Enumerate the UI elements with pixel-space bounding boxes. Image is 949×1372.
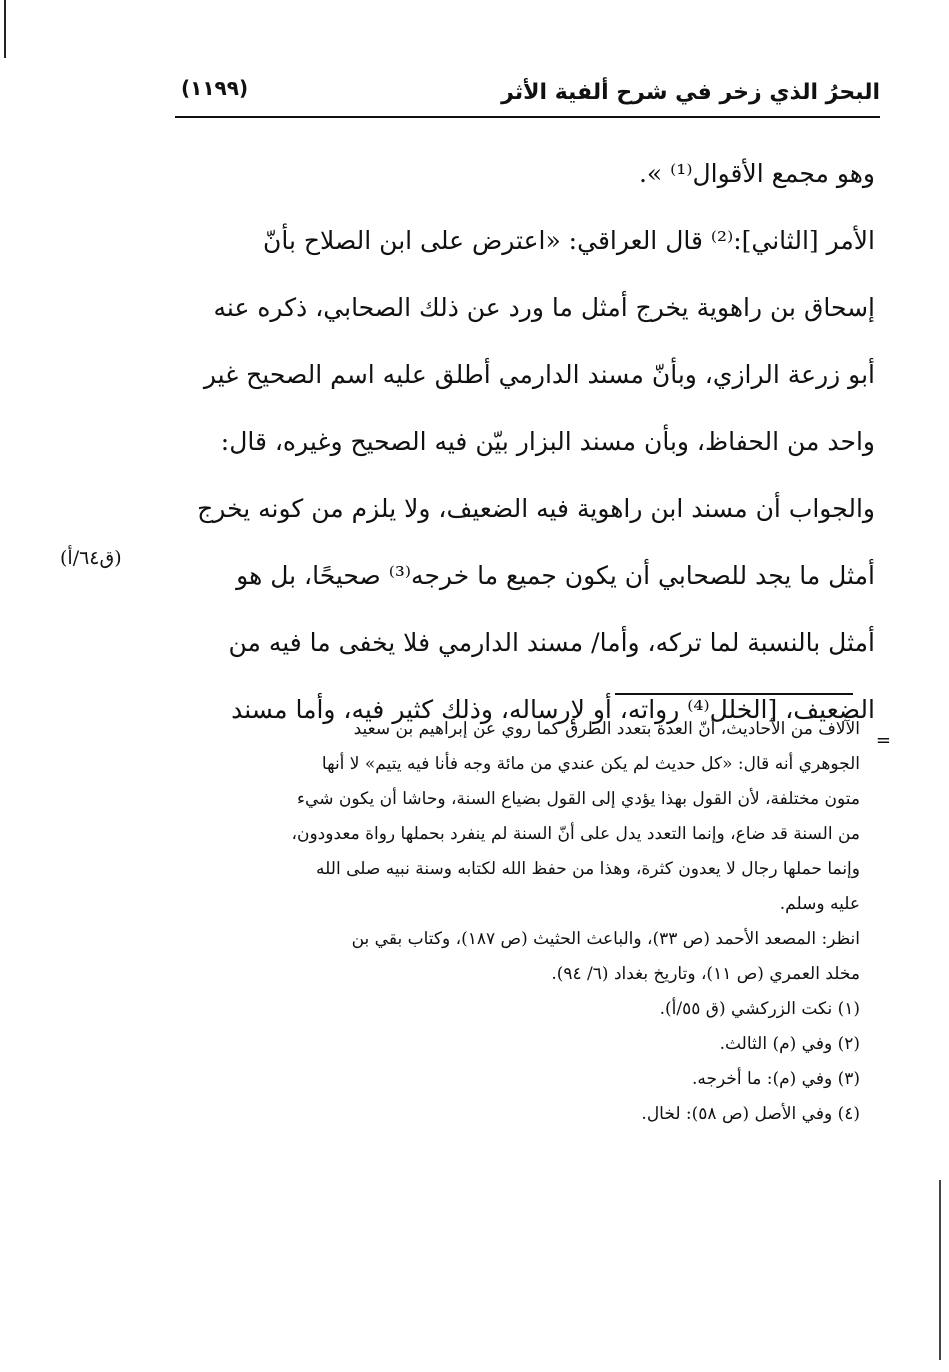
body-line: والجواب أن مسند ابن راهوية فيه الضعيف، ولا يلزم من كونه يخرج (197, 494, 875, 523)
footnote-line: الجوهري أنه قال: «كل حديث لم يكن عندي من مائة وجه فأنا فيه يتيم» لا أنها (321, 754, 860, 774)
footnotes (160, 712, 860, 1132)
footnote-line: متون مختلفة، لأن القول بهذا يؤدي إلى القول بضياع السنة، وحاشا أن يكون شيء (297, 789, 860, 809)
header-rule (175, 116, 880, 118)
footnote-line: من السنة قد ضاع، وإنما التعدد يدل على أنّ السنة لم ينفرد بحملها رواة معدودون، (291, 824, 860, 844)
body-line: الضعيف، [الخلل⁽⁴⁾ رواته، أو لإرساله، وذلك كثير فيه، وأما مسند (231, 695, 875, 724)
page-edge-mark-left (4, 0, 6, 58)
footnote-line: عليه وسلم. (779, 894, 860, 914)
footnote-2: (٢) وفي (م) الثالث. (719, 1034, 860, 1054)
body-line: أبو زرعة الرازي، وبأنّ مسند الدارمي أطلق عليه اسم الصحيح غير (203, 360, 875, 389)
body-line: أمثل بالنسبة لما تركه، وأما/ مسند الدارمي فلا يخفى ما فيه من (228, 628, 875, 657)
page-number: (١١٩٩) (181, 76, 249, 100)
footnote-continuation-mark: = (875, 730, 891, 751)
footnote-4: (٤) وفي الأصل (ص ٥٨): لخال. (641, 1104, 860, 1124)
body-line: واحد من الحفاظ، وبأن مسند البزار بيّن فيه الصحيح وغيره، قال: (220, 427, 875, 456)
body-line: الأمر [الثاني]:⁽²⁾ قال العراقي: «اعترض على ابن الصلاح بأنّ (263, 226, 875, 255)
footnote-line: وإنما حملها رجال لا يعدون كثرة، وهذا من حفظ الله لكتابه وسنة نبيه صلى الله (316, 859, 860, 879)
footnote-3: (٣) وفي (م): ما أخرجه. (692, 1069, 860, 1089)
footnote-line: الآلاف من الأحاديث، أنّ العدة بتعدد الطرق كما روي عن إبراهيم بن سعيد (353, 719, 860, 739)
page-header (175, 70, 880, 118)
body-line: إسحاق بن راهوية يخرج أمثل ما ورد عن ذلك الصحابي، ذكره عنه (213, 293, 875, 322)
footnote-reference-line: مخلد العمري (ص ١١)، وتاريخ بغداد (٦/ ٩٤). (551, 964, 860, 984)
main-text (160, 140, 875, 743)
footnote-reference-line: انظر: المصعد الأحمد (ص ٣٣)، والباعث الحثيث (ص ١٨٧)، وكتاب بقي بن (351, 929, 860, 949)
footnote-1: (١) نكت الزركشي (ق ٥٥/أ). (659, 999, 860, 1019)
page-edge-mark-right (939, 1180, 941, 1360)
body-line: وهو مجمع الأقوال⁽¹⁾ ». (638, 159, 875, 188)
manuscript-folio-note: (ق٦٤/أ) (60, 547, 122, 569)
footnote-separator (615, 693, 853, 695)
body-line: أمثل ما يجد للصحابي أن يكون جميع ما خرجه⁽³⁾ صحيحًا، بل هو (236, 561, 875, 590)
running-title: البحرُ الذي زخر في شرح ألفية الأثر (501, 80, 880, 105)
